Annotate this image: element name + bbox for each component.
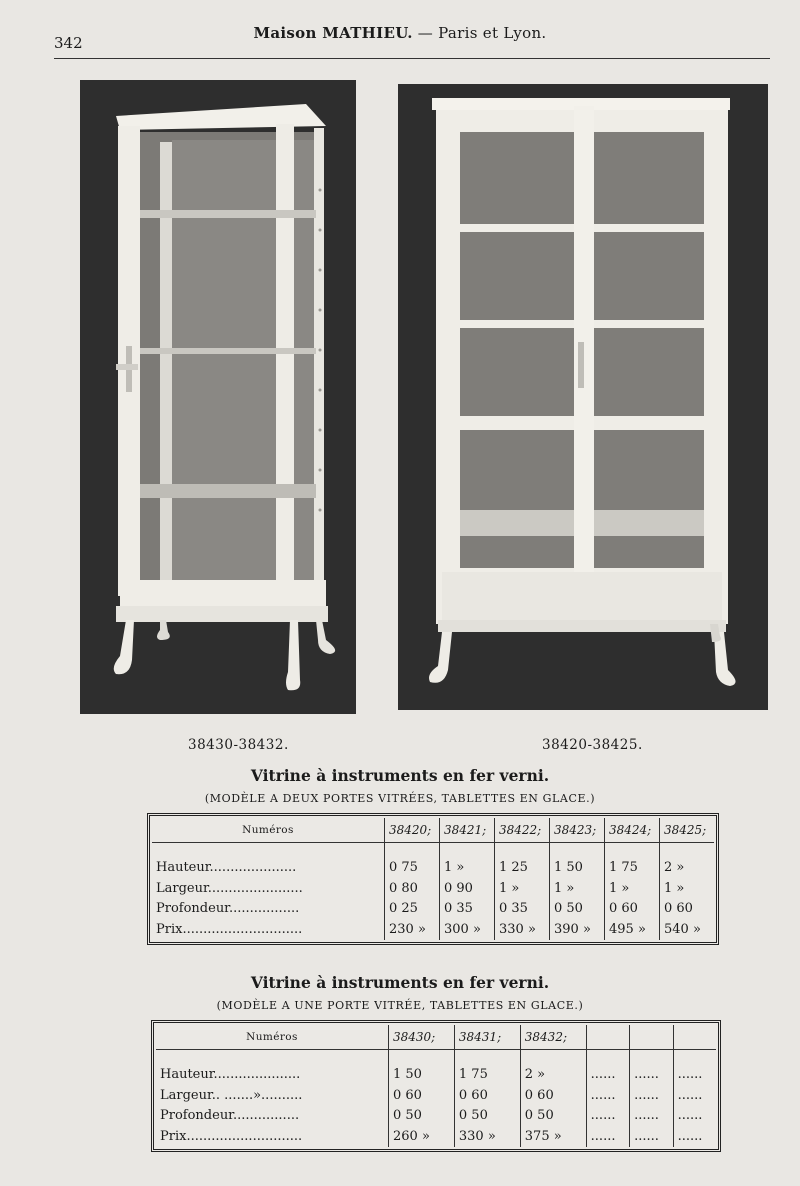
photo-single-door-cabinet [80,80,356,714]
cabinet-illustration [398,84,768,710]
photo-double-door-cabinet [398,84,768,710]
cell-value: 540 » [660,919,715,940]
cell-value: 0 60 [454,1085,520,1106]
cell-value: 495 » [605,919,660,940]
cell-value: 0 60 [660,898,715,919]
cell-value: ...... [673,1105,716,1126]
table-row [156,1064,716,1085]
row-label: Prix............................. [156,922,303,938]
page-number: 342 [54,34,83,52]
cell-value: 2 » [660,857,715,878]
cell-value: 0 75 [385,857,440,878]
cell-value: 1 » [605,878,660,899]
cell-value: 1 75 [454,1064,520,1085]
header-rule [54,58,770,59]
column-number: 38424; [605,818,660,843]
column-number: 38425; [660,818,715,843]
cell-value: 330 » [495,919,550,940]
cell-value: 0 60 [389,1085,455,1106]
running-title-maison: Maison MATHIEU. [253,24,413,42]
section2-title: Vitrine à instruments en fer verni. [250,973,550,992]
cell-value: 0 35 [440,898,495,919]
cell-value: 1 50 [389,1064,455,1085]
table-row [156,1085,716,1106]
row-label: Hauteur..................... [160,1066,301,1082]
cell-value: ...... [630,1105,673,1126]
column-number: 38431; [454,1025,520,1050]
spacer-row [156,1050,716,1065]
spec-table-double-door [147,813,719,945]
spacer-row [152,843,714,858]
cell-value: 0 60 [520,1085,586,1106]
table-row [152,878,714,899]
row-label: Largeur....................... [156,880,303,896]
table-row [152,898,714,919]
table-row [152,919,714,940]
column-number [630,1025,673,1050]
cell-value: ...... [586,1064,629,1085]
cell-value: 2 » [520,1064,586,1085]
column-number: 38432; [520,1025,586,1050]
cell-value: 375 » [520,1126,586,1147]
cell-value: 0 25 [385,898,440,919]
cell-value: 0 50 [389,1105,455,1126]
cell-value: 0 35 [495,898,550,919]
cell-value: 0 50 [550,898,605,919]
cell-value: 0 80 [385,878,440,899]
cell-value: 1 75 [605,857,660,878]
cabinet-illustration [80,80,356,714]
table-row [156,1105,716,1126]
column-number: 38430; [389,1025,455,1050]
spec-table [152,818,714,940]
cell-value: 0 90 [440,878,495,899]
cell-value: 0 50 [520,1105,586,1126]
cell-value: ...... [673,1064,716,1085]
spec-table [156,1025,716,1147]
spec-table-single-door [151,1020,721,1152]
table-row [156,1126,716,1147]
cell-value: 230 » [385,919,440,940]
column-number: 38421; [440,818,495,843]
cell-value: ...... [630,1064,673,1085]
row-label: Prix............................ [160,1129,303,1145]
cell-value: 330 » [454,1126,520,1147]
cell-value: ...... [630,1126,673,1147]
cell-value: 1 » [440,857,495,878]
row-label: Largeur.. .......».......... [160,1087,303,1103]
row-label: Hauteur..................... [156,859,297,875]
cell-value: 1 » [660,878,715,899]
header-label: Numéros [156,1025,389,1050]
cell-value: 0 50 [454,1105,520,1126]
column-number: 38422; [495,818,550,843]
cell-value: 1 50 [550,857,605,878]
column-number: 38420; [385,818,440,843]
cell-value: 0 60 [605,898,660,919]
cell-value: ...... [673,1085,716,1106]
row-label: Profondeur................ [160,1108,300,1124]
table-header-row [152,818,714,843]
header-label: Numéros [152,818,385,843]
running-title [0,24,800,42]
caption-right: 38420-38425. [542,737,643,753]
column-number [673,1025,716,1050]
caption-left: 38430-38432. [188,737,289,753]
cell-value: 260 » [389,1126,455,1147]
cell-value: ...... [630,1085,673,1106]
column-number [586,1025,629,1050]
cell-value: ...... [673,1126,716,1147]
cell-value: 1 » [495,878,550,899]
cell-value: 1 25 [495,857,550,878]
section1-title: Vitrine à instruments en fer verni. [250,766,550,785]
column-number: 38423; [550,818,605,843]
running-title-location: — Paris et Lyon. [412,24,547,42]
row-label: Profondeur................. [156,901,300,917]
section1-subtitle: (MODÈLE A DEUX PORTES VITRÉES, TABLETTES EN GLACE.) [204,792,596,805]
cell-value: ...... [586,1105,629,1126]
table-header-row [156,1025,716,1050]
cell-value: 390 » [550,919,605,940]
table-row [152,857,714,878]
section2-subtitle: (MODÈLE A UNE PORTE VITRÉE, TABLETTES EN GLACE.) [216,999,584,1012]
cell-value: ...... [586,1085,629,1106]
cell-value: ...... [586,1126,629,1147]
cell-value: 300 » [440,919,495,940]
cell-value: 1 » [550,878,605,899]
